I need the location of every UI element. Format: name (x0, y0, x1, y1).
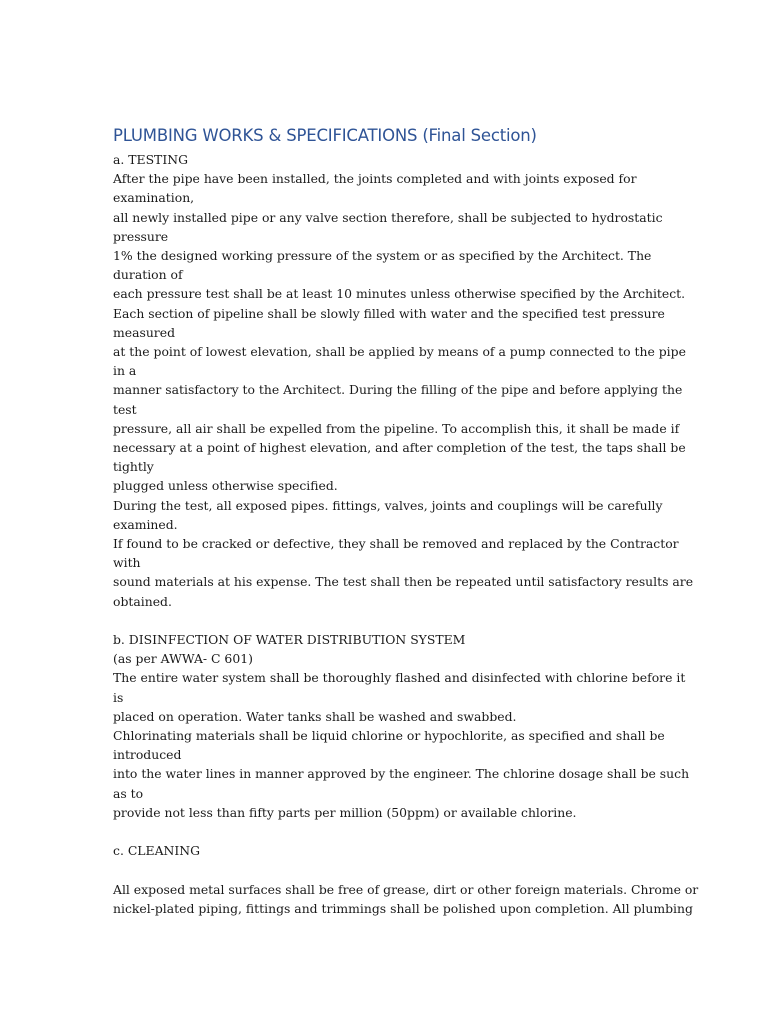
text-line: After the pipe have been installed, the joints completed and with joints exposed for (113, 171, 637, 187)
text-line: duration of (113, 267, 183, 283)
text-line: measured (113, 324, 175, 340)
text-line: is (113, 689, 124, 705)
text-line: as to (113, 785, 144, 801)
text-line: each pressure test shall be at least 10 minutes unless otherwise specified by the Architect. (113, 286, 686, 302)
document-body (113, 150, 699, 918)
text-line: into the water lines in manner approved by the engineer. The chlorine dosage shall be such (113, 766, 690, 782)
text-line: introduced (113, 747, 182, 763)
text-line: plugged unless otherwise specified. (113, 478, 338, 494)
text-line: The entire water system shall be thoroughly flashed and disinfected with chlorine before it (113, 670, 686, 686)
paragraph-gap (113, 822, 663, 841)
section-heading-cleaning: c. CLEANING (113, 843, 200, 859)
text-line: Each section of pipeline shall be slowly filled with water and the specified test pressure (113, 305, 665, 321)
text-line: in a (113, 363, 137, 379)
paragraph-gap (113, 860, 663, 879)
text-line: sound materials at his expense. The test shall then be repeated until satisfactory results are (113, 574, 694, 590)
text-line: tightly (113, 459, 154, 475)
paragraph-gap (113, 611, 663, 630)
text-line: at the point of lowest elevation, shall be applied by means of a pump connected to the pipe (113, 344, 686, 360)
text-line: nickel-plated piping, fittings and trimmings shall be polished upon completion. All plumbing (113, 900, 693, 916)
document-page (113, 124, 699, 918)
section-heading-disinfection: b. DISINFECTION OF WATER DISTRIBUTION SYSTEM (113, 632, 466, 648)
text-line: manner satisfactory to the Architect. During the filling of the pipe and before applying the (113, 382, 683, 398)
text-line: pressure (113, 228, 169, 244)
text-line: examination, (113, 190, 195, 206)
text-line: (as per AWWA- C 601) (113, 651, 253, 667)
text-line: provide not less than fifty parts per million (50ppm) or available chlorine. (113, 804, 577, 820)
document-title: PLUMBING WORKS & SPECIFICATIONS (Final Section) (113, 126, 537, 145)
text-line: with (113, 555, 141, 571)
text-line: necessary at a point of highest elevation, and after completion of the test, the taps shall be (113, 440, 686, 456)
text-line: examined. (113, 516, 178, 532)
text-line: During the test, all exposed pipes. fittings, valves, joints and couplings will be carefully (113, 497, 663, 513)
text-line: 1% the designed working pressure of the system or as specified by the Architect. The (113, 248, 652, 264)
text-line: obtained. (113, 593, 172, 609)
text-line: all newly installed pipe or any valve section therefore, shall be subjected to hydrostatic (113, 209, 663, 225)
text-line: Chlorinating materials shall be liquid chlorine or hypochlorite, as specified and shall be (113, 728, 665, 744)
text-line: All exposed metal surfaces shall be free of grease, dirt or other foreign materials. Chrome or (113, 881, 699, 897)
text-line: pressure, all air shall be expelled from the pipeline. To accomplish this, it shall be made if (113, 420, 680, 436)
text-line: If found to be cracked or defective, they shall be removed and replaced by the Contractor (113, 536, 679, 552)
section-heading-testing: a. TESTING (113, 152, 188, 167)
text-line: placed on operation. Water tanks shall be washed and swabbed. (113, 708, 517, 724)
text-line: test (113, 401, 137, 417)
